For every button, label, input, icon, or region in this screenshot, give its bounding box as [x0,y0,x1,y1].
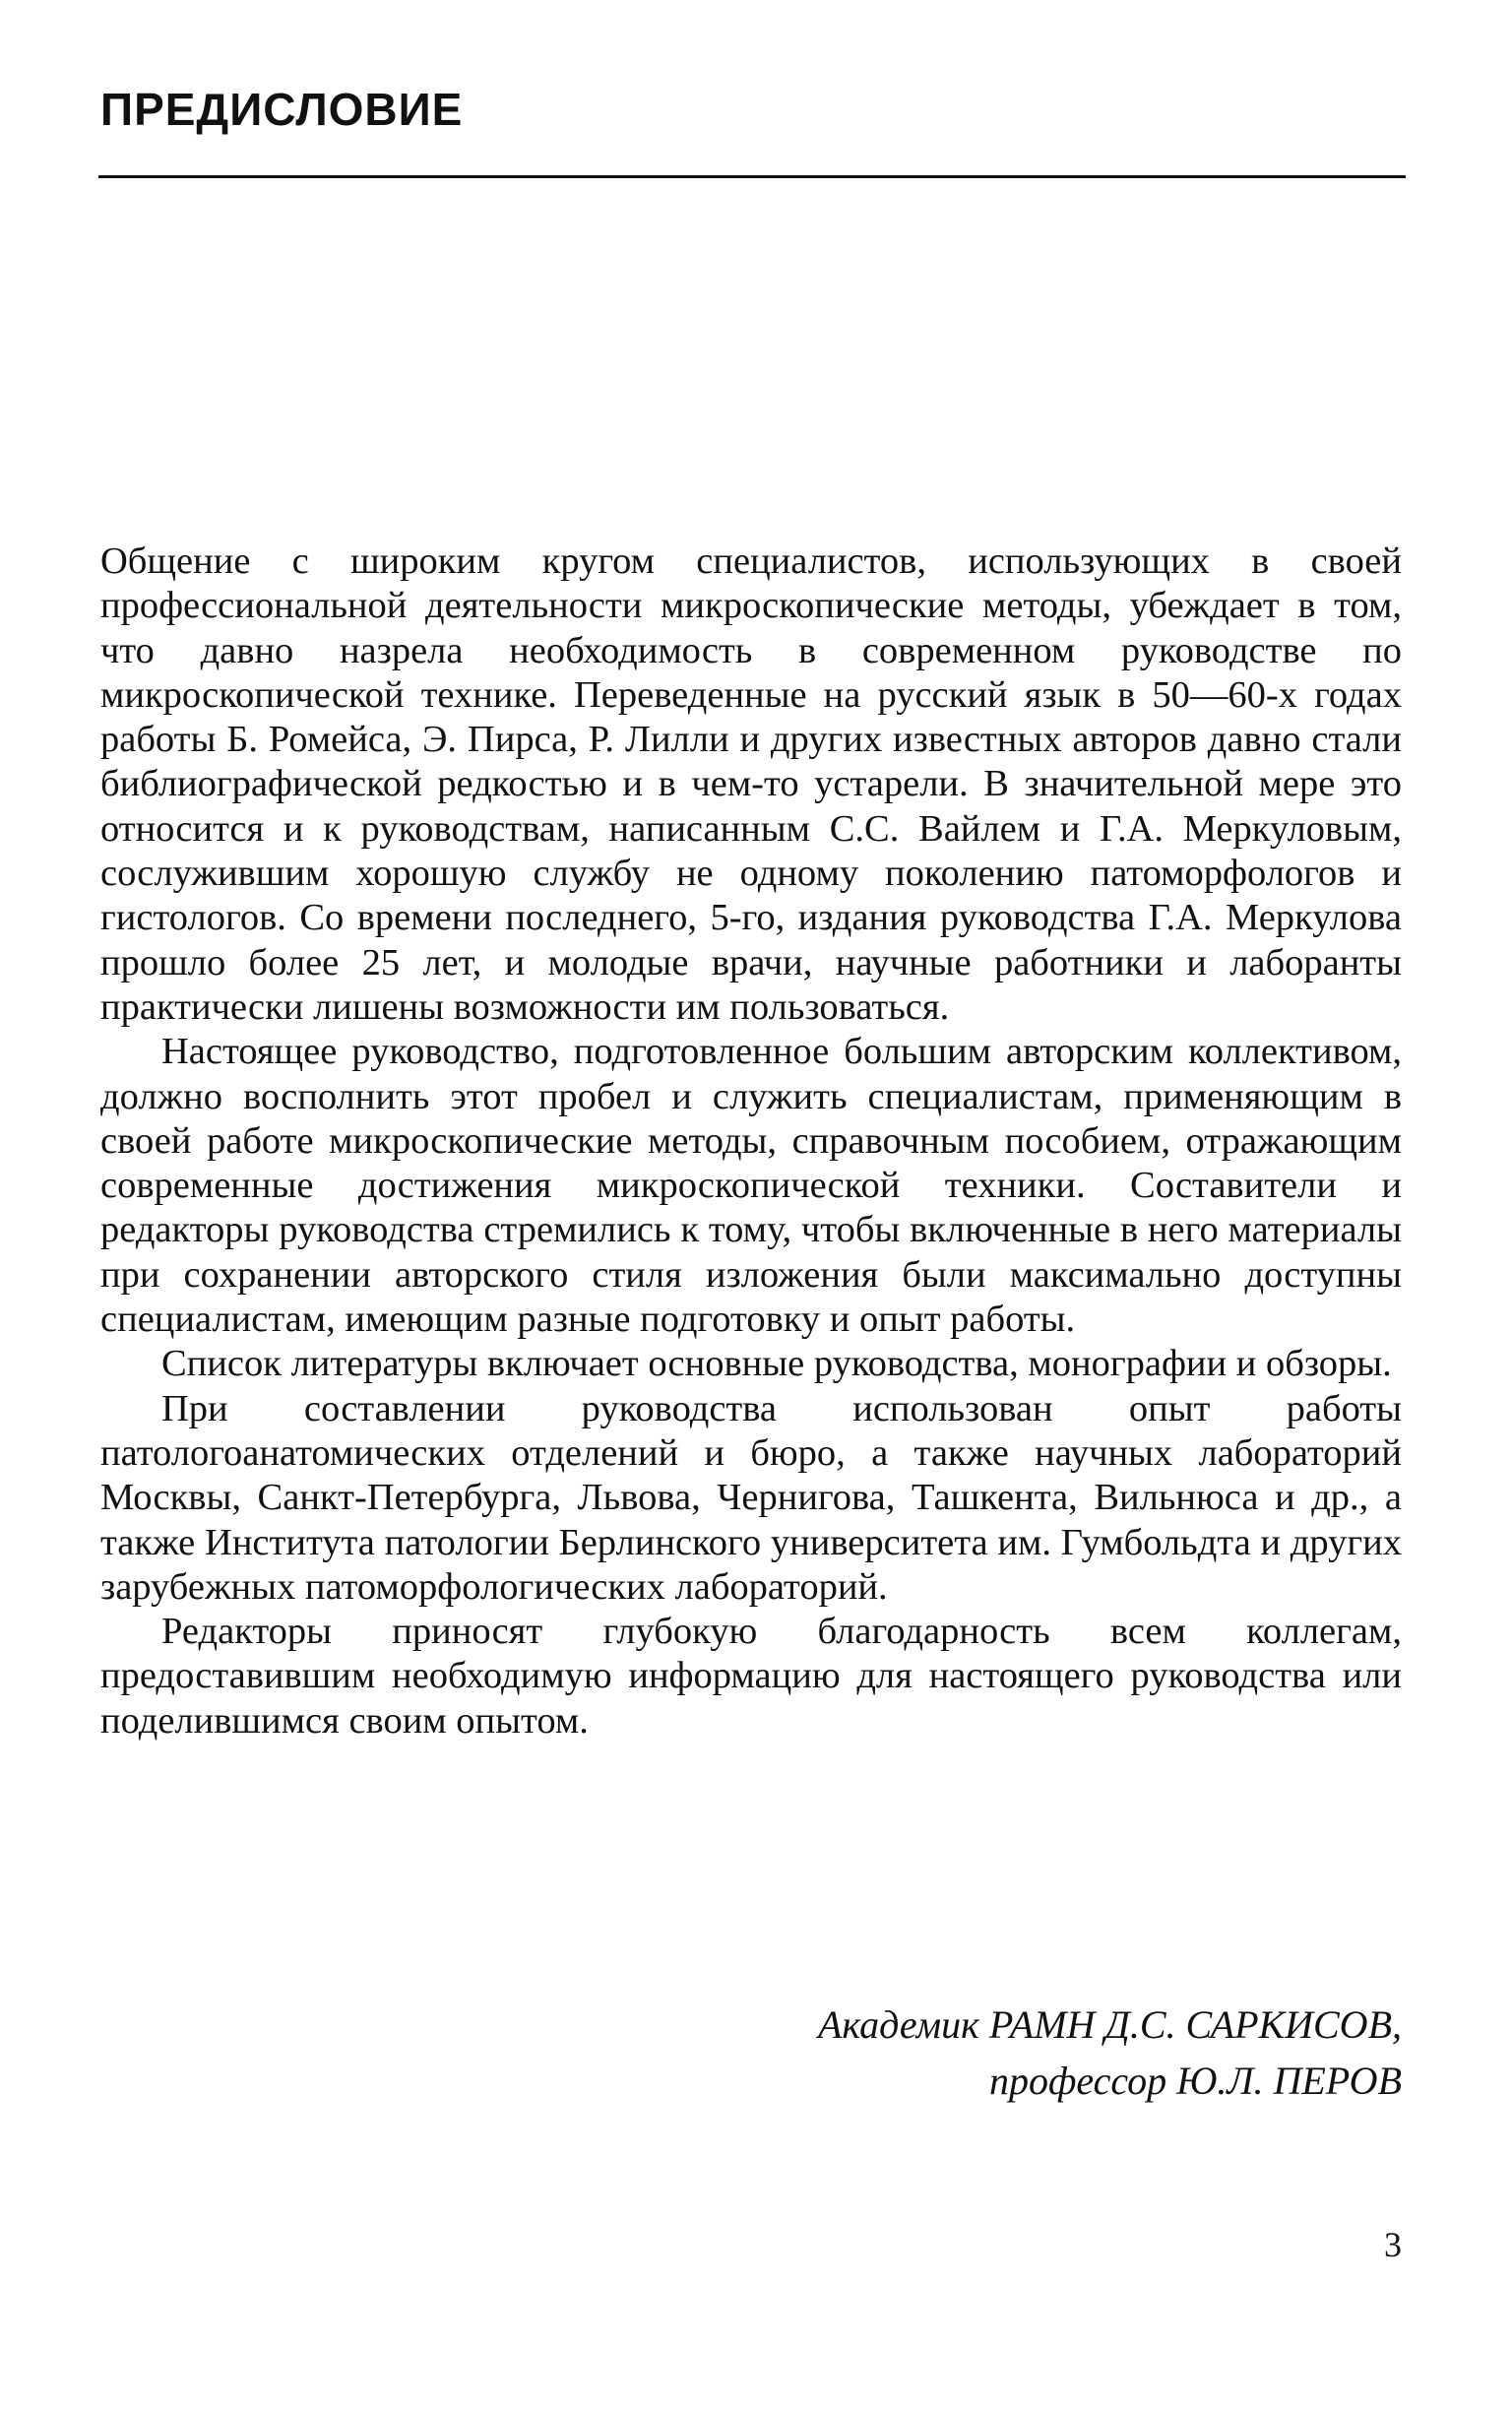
preface-body [100,539,1402,1744]
page-number: 3 [1384,2225,1402,2264]
paragraph: Редакторы приносят глубокую благодарность всем коллегам, предоставившим необходимую информацию для настоящего руководства или поделившимся своим опытом. [100,1611,1402,1742]
signature-block [818,1997,1402,2109]
signature-line-2: профессор Ю.Л. ПЕРОВ [988,2059,1402,2103]
signature-line-1: Академик РАМН Д.С. САРКИСОВ, [817,2002,1402,2047]
title-divider [98,175,1406,178]
paragraph: Настоящее руководство, подготовленное большим авторским коллективом, должно восполнить этот пробел и служить специалистам, применяющим в своей работе микроскопические методы, справочным пособием, отражающим современные достижения микроскопической техники. Составители и редакторы руководства стремились к тому, чтобы включенные в него материалы при сохранении авторского стиля изложения были максимально доступны специалистам, имеющим разные подготовку и опыт работы. [100,1031,1402,1341]
paragraph: При составлении руководства использован опыт работы патологоанатомических отделений и бюро, а также научных лабораторий Москвы, Санкт-Петербурга, Львова, Чернигова, Ташкента, Вильнюса и др., а также Института патологии Берлинского университета им. Гумбольдта и других зарубежных патоморфологических лабораторий. [100,1387,1402,1608]
paragraph: Список литературы включает основные руководства, монографии и обзоры. [161,1343,1392,1385]
paragraph: Общение с широким кругом специалистов, использующих в своей профессиональной деятельности микроскопические методы, убеждает в том, что давно назрела необходимость в современном руководстве по микроскопической технике. Переведенные на русский язык в 50—60-х годах работы Б. Ромейса, Э. Пирса, Р. Лилли и других известных авторов давно стали библиографической редкостью и в чем-то устарели. В значительной мере это относится и к руководствам, написанным С.С. Вайлем и Г.А. Меркуловым, сослужившим хорошую службу не одному поколению патоморфологов и гистологов. Со времени последнего, 5-го, издания руководства Г.А. Меркулова прошло более 25 лет, и молодые врачи, научные работники и лаборанты практически лишены возможности им пользоваться. [100,540,1402,1028]
page-title: ПРЕДИСЛОВИЕ [100,84,464,135]
